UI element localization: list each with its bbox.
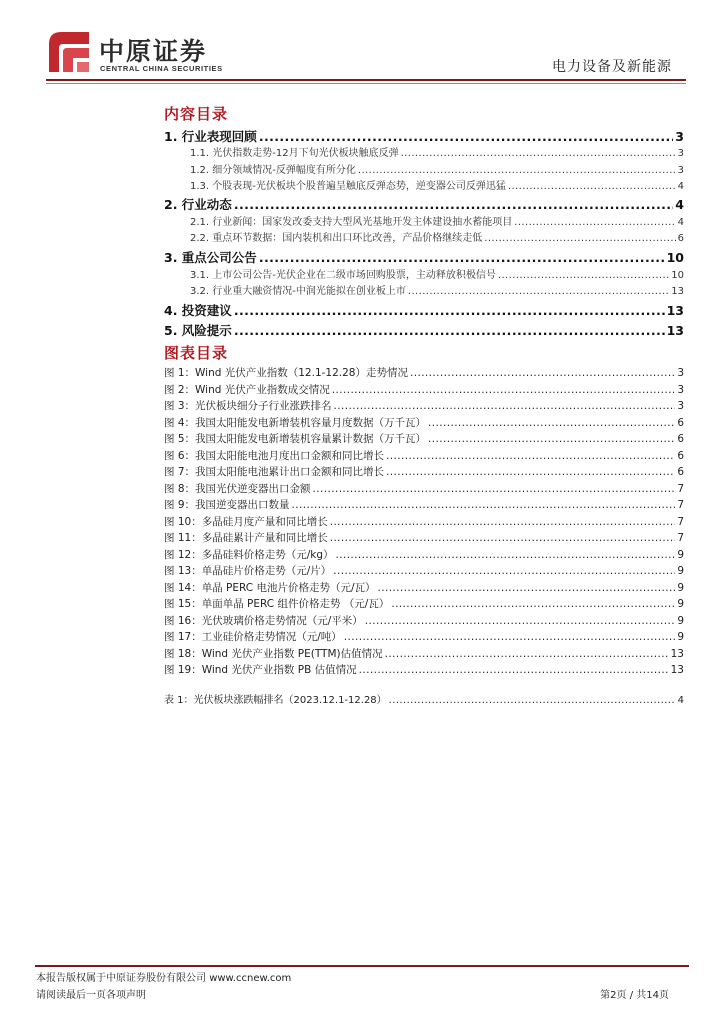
entry-page: 7 bbox=[677, 515, 684, 528]
leader-dots bbox=[498, 271, 669, 281]
entry-page: 6 bbox=[677, 449, 684, 462]
leader-dots bbox=[332, 385, 676, 396]
leader-dots bbox=[330, 517, 676, 528]
leader-dots bbox=[428, 418, 675, 429]
entry-page: 13 bbox=[670, 664, 684, 676]
figure-entry[interactable] bbox=[164, 610, 684, 627]
entry-title: 1. 行业表现回顾 bbox=[164, 128, 257, 144]
entry-title: 2.2. 重点环节数据：国内装机和出口环比改善，产品价格继续走低 bbox=[190, 233, 483, 245]
toc-chapter-entry[interactable] bbox=[164, 244, 684, 264]
leader-dots bbox=[335, 550, 675, 561]
entry-page: 9 bbox=[677, 598, 684, 610]
logo-chinese-name: 中原证券 bbox=[99, 37, 208, 66]
figure-entry[interactable] bbox=[164, 626, 684, 643]
entry-title: 3.1. 上市公司公告-光伏企业在二级市场回购股票，主动释放积极信号 bbox=[190, 269, 496, 281]
leader-dots bbox=[330, 533, 676, 544]
leader-dots bbox=[391, 599, 675, 610]
entry-page: 7 bbox=[677, 482, 684, 495]
leader-dots bbox=[344, 632, 676, 643]
leader-dots bbox=[234, 305, 665, 318]
leader-dots bbox=[365, 616, 676, 627]
entry-title: 图 15：单面单晶 PERC 组件价格走势 （元/瓦） bbox=[164, 598, 390, 610]
entry-title: 图 19：Wind 光伏产业指数 PB 估值情况 bbox=[164, 664, 357, 676]
figure-entry[interactable] bbox=[164, 643, 684, 660]
leader-dots bbox=[377, 583, 675, 594]
leader-dots bbox=[401, 149, 676, 159]
figure-entry[interactable] bbox=[164, 478, 684, 495]
figure-entry[interactable] bbox=[164, 659, 684, 676]
entry-page: 3 bbox=[677, 383, 684, 396]
entry-page: 9 bbox=[677, 581, 684, 594]
entry-title: 图 11：多晶硅累计产量和同比增长 bbox=[164, 532, 328, 544]
figure-entry[interactable] bbox=[164, 412, 684, 429]
entry-page: 13 bbox=[670, 647, 684, 660]
entry-title: 2. 行业动态 bbox=[164, 197, 232, 213]
entry-page: 6 bbox=[677, 416, 684, 429]
leader-dots bbox=[428, 434, 675, 445]
leader-dots bbox=[313, 484, 676, 495]
entry-page: 6 bbox=[677, 233, 684, 245]
leader-dots bbox=[259, 131, 673, 144]
leader-dots bbox=[333, 566, 675, 577]
entry-page: 4 bbox=[677, 217, 684, 229]
toc-chapter-entry[interactable] bbox=[164, 297, 684, 317]
toc-section-entry[interactable] bbox=[164, 281, 684, 297]
entry-title: 图 4：我国太阳能发电新增装机容量月度数据（万千瓦） bbox=[164, 416, 427, 429]
entry-page: 4 bbox=[677, 695, 684, 706]
company-logo bbox=[47, 30, 287, 76]
table-list bbox=[164, 690, 684, 706]
leader-dots bbox=[408, 287, 669, 297]
logo-emblem-icon bbox=[47, 30, 91, 74]
logo-english-name: CENTRAL CHINA SECURITIES bbox=[100, 64, 223, 73]
toc-section-entry[interactable] bbox=[164, 228, 684, 244]
website-link[interactable]: www.ccnew.com bbox=[209, 973, 292, 984]
figure-entry[interactable] bbox=[164, 395, 684, 412]
entry-title: 图 1：Wind 光伏产业指数（12.1-12.28）走势情况 bbox=[164, 367, 408, 379]
leader-dots bbox=[386, 451, 675, 462]
entry-title: 图 17：工业硅价格走势情况（元/吨） bbox=[164, 631, 342, 643]
entry-title: 图 6：我国太阳能电池月度出口金额和同比增长 bbox=[164, 449, 385, 462]
leader-dots bbox=[484, 234, 675, 244]
entry-page: 9 bbox=[677, 631, 684, 643]
entry-title: 1.2. 细分领域情况-反弹幅度有所分化 bbox=[190, 164, 356, 176]
figure-entry[interactable] bbox=[164, 494, 684, 511]
leader-dots bbox=[389, 696, 676, 706]
entry-page: 3 bbox=[675, 128, 684, 144]
entry-page: 9 bbox=[677, 548, 684, 561]
entry-title: 图 5：我国太阳能发电新增装机容量累计数据（万千瓦） bbox=[164, 433, 427, 445]
table-entry[interactable] bbox=[164, 690, 684, 706]
header-divider bbox=[46, 79, 686, 81]
entry-title: 图 14：单晶 PERC 电池片价格走势（元/瓦） bbox=[164, 581, 376, 594]
entry-page: 4 bbox=[677, 180, 684, 192]
copyright-text: 本报告版权属于中原证券股份有限公司 bbox=[36, 973, 206, 984]
footer-copyright bbox=[36, 969, 291, 984]
leader-dots bbox=[358, 166, 676, 176]
footer-disclaimer: 请阅读最后一页各项声明 bbox=[36, 990, 146, 1001]
leader-dots bbox=[410, 368, 675, 379]
leader-dots bbox=[234, 199, 673, 212]
figure-entry[interactable] bbox=[164, 461, 684, 478]
page-number: 第2页 / 共14页 bbox=[600, 990, 669, 1001]
figure-entry[interactable] bbox=[164, 428, 684, 445]
entry-title: 2.1. 行业新闻：国家发改委支持大型风光基地开发主体建设抽水蓄能项目 bbox=[190, 217, 513, 229]
leader-dots bbox=[234, 325, 665, 338]
figure-entry[interactable] bbox=[164, 379, 684, 396]
leader-dots bbox=[508, 182, 676, 192]
figure-entry[interactable] bbox=[164, 544, 684, 561]
entry-page: 4 bbox=[675, 197, 684, 213]
toc-heading: 内容目录 bbox=[164, 105, 229, 123]
leader-dots bbox=[386, 467, 675, 478]
entry-page: 6 bbox=[677, 433, 684, 445]
report-sector-title: 电力设备及新能源 bbox=[552, 59, 672, 75]
toc-section-entry[interactable] bbox=[164, 143, 684, 159]
entry-title: 5. 风险提示 bbox=[164, 322, 232, 338]
entry-page: 7 bbox=[677, 499, 684, 511]
figure-entry[interactable] bbox=[164, 362, 684, 379]
toc-chapter-entry[interactable] bbox=[164, 192, 684, 212]
toc-section-entry[interactable] bbox=[164, 159, 684, 175]
entry-page: 3 bbox=[677, 400, 684, 412]
entry-page: 13 bbox=[666, 302, 684, 318]
entry-page: 3 bbox=[677, 148, 684, 160]
leader-dots bbox=[259, 252, 665, 265]
entry-title: 4. 投资建议 bbox=[164, 302, 232, 318]
toc-section-entry[interactable] bbox=[164, 264, 684, 280]
leader-dots bbox=[359, 665, 669, 676]
entry-page: 7 bbox=[677, 532, 684, 544]
leader-dots bbox=[292, 500, 676, 511]
header-divider-thin bbox=[46, 83, 686, 84]
entry-title: 图 10：多晶硅月度产量和同比增长 bbox=[164, 515, 328, 528]
entry-title: 图 7：我国太阳能电池累计出口金额和同比增长 bbox=[164, 466, 385, 478]
entry-page: 3 bbox=[677, 164, 684, 176]
leader-dots bbox=[514, 218, 675, 228]
figure-entry[interactable] bbox=[164, 577, 684, 594]
table-of-contents bbox=[164, 123, 684, 337]
entry-page: 9 bbox=[677, 565, 684, 577]
toc-chapter-entry[interactable] bbox=[164, 317, 684, 337]
figure-entry[interactable] bbox=[164, 593, 684, 610]
entry-title: 3. 重点公司公告 bbox=[164, 249, 257, 265]
entry-title: 1.1. 光伏指数走势-12月下旬光伏板块触底反弹 bbox=[190, 148, 399, 160]
toc-section-entry[interactable] bbox=[164, 176, 684, 192]
figure-entry[interactable] bbox=[164, 527, 684, 544]
entry-title: 图 2：Wind 光伏产业指数成交情况 bbox=[164, 383, 330, 396]
figure-entry[interactable] bbox=[164, 445, 684, 462]
entry-page: 10 bbox=[666, 249, 684, 265]
footer-divider bbox=[35, 965, 689, 967]
entry-page: 13 bbox=[671, 286, 684, 298]
figures-heading: 图表目录 bbox=[164, 344, 229, 362]
entry-title: 图 3：光伏板块细分子行业涨跌排名 bbox=[164, 400, 332, 412]
entry-title: 图 12：多晶硅料价格走势（元/kg） bbox=[164, 548, 334, 561]
entry-title: 3.2. 行业重大融资情况-中润光能拟在创业板上市 bbox=[190, 286, 406, 298]
entry-title: 表 1：光伏板块涨跌幅排名（2023.12.1-12.28） bbox=[164, 695, 387, 706]
entry-page: 3 bbox=[677, 367, 684, 379]
toc-chapter-entry[interactable] bbox=[164, 123, 684, 143]
entry-title: 图 8：我国光伏逆变器出口金额 bbox=[164, 482, 311, 495]
entry-title: 图 18：Wind 光伏产业指数 PE(TTM)估值情况 bbox=[164, 647, 383, 660]
entry-page: 10 bbox=[671, 269, 684, 281]
entry-page: 9 bbox=[677, 614, 684, 627]
entry-title: 图 9：我国逆变器出口数量 bbox=[164, 499, 290, 511]
figure-list bbox=[164, 362, 684, 676]
toc-section-entry[interactable] bbox=[164, 212, 684, 228]
entry-page: 6 bbox=[677, 466, 684, 478]
entry-page: 13 bbox=[666, 322, 684, 338]
figure-entry[interactable] bbox=[164, 511, 684, 528]
figure-entry[interactable] bbox=[164, 560, 684, 577]
leader-dots bbox=[334, 401, 676, 412]
leader-dots bbox=[385, 649, 669, 660]
entry-title: 图 13：单晶硅片价格走势（元/片） bbox=[164, 565, 332, 577]
entry-title: 1.3. 个股表现-光伏板块个股普遍呈触底反弹态势，逆变器公司反弹迅猛 bbox=[190, 180, 506, 192]
entry-title: 图 16：光伏玻璃价格走势情况（元/平米） bbox=[164, 614, 363, 627]
